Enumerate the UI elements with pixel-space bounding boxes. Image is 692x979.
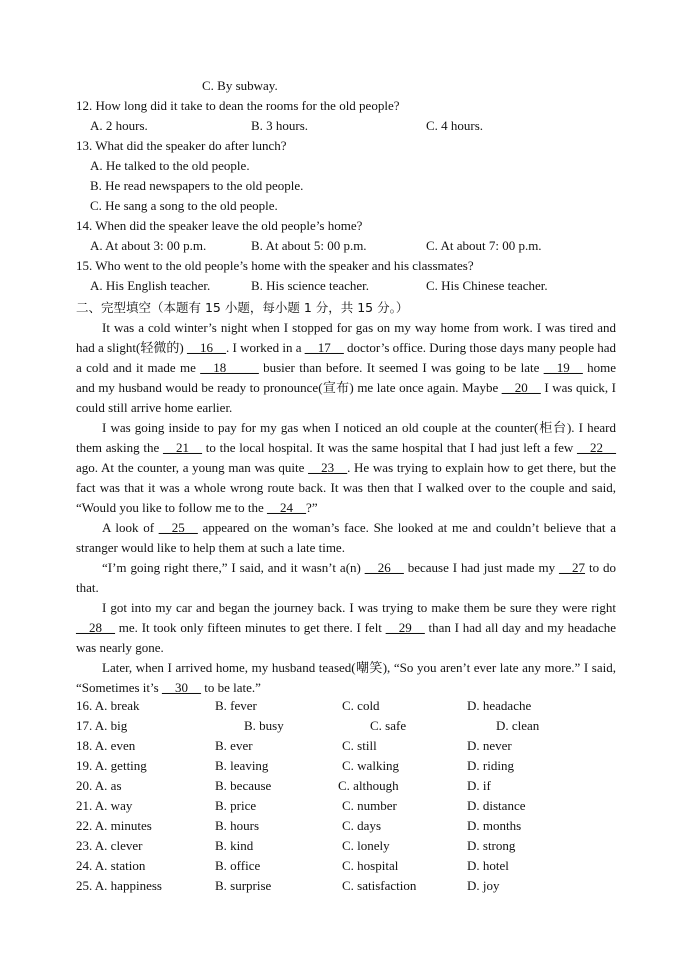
option-a[interactable]: A. getting	[94, 758, 147, 773]
blank-17: __17__	[304, 340, 344, 355]
blank-24: __24__	[267, 500, 307, 515]
option-d[interactable]: D. joy	[467, 878, 500, 893]
passage-paragraph: It was a cold winter’s night when I stopped for gas on my way home from work. I was tired and had a slight(轻微的) __16__. I worked in a __17__ doctor’s office. During those days many people had a cold and it made me __18_____ busier than before. It seemed I was going to be late __19__ home and my husband would be ready to pronounce(宣布) me late once again. Maybe __20__ I was quick, I could still arrive home earlier.	[76, 320, 617, 415]
blank-27: __27	[559, 560, 586, 575]
option-c[interactable]: C. hospital	[342, 858, 399, 873]
blank-19: __19__	[543, 360, 583, 375]
blank-29: __29__	[385, 620, 425, 635]
q13-option-a: A. He talked to the old people.	[90, 158, 250, 173]
q14-option-c: C. At about 7: 00 p.m.	[426, 238, 542, 253]
option-c[interactable]: C. days	[342, 818, 381, 833]
option-b[interactable]: B. kind	[215, 838, 254, 853]
option-d[interactable]: D. distance	[467, 798, 526, 813]
option-a[interactable]: A. way	[94, 798, 133, 813]
option-c[interactable]: C. safe	[370, 718, 407, 733]
option-b[interactable]: B. leaving	[215, 758, 269, 773]
option-row-18: 18. A. even	[76, 738, 136, 753]
q12-option-a: A. 2 hours.	[90, 118, 148, 133]
q12-stem: 12. How long did it take to dean the rooms for the old people?	[76, 98, 400, 113]
option-c[interactable]: C. walking	[342, 758, 400, 773]
q11-option-c: C. By subway.	[202, 78, 278, 93]
option-d[interactable]: D. months	[467, 818, 522, 833]
q15-option-c: C. His Chinese teacher.	[426, 278, 548, 293]
option-row-20: 20. A. as	[76, 778, 122, 793]
option-a[interactable]: A. break	[94, 698, 140, 713]
option-c[interactable]: C. still	[342, 738, 377, 753]
option-a[interactable]: A. station	[94, 858, 146, 873]
option-b[interactable]: B. ever	[215, 738, 253, 753]
option-row-16: 16. A. break	[76, 698, 140, 713]
option-b[interactable]: B. busy	[244, 718, 284, 733]
blank-20: __20__	[501, 380, 541, 395]
option-d[interactable]: D. hotel	[467, 858, 509, 873]
option-a[interactable]: A. as	[94, 778, 122, 793]
option-row-23: 23. A. clever	[76, 838, 143, 853]
passage-paragraph: Later, when I arrived home, my husband teased(嘲笑), “So you aren’t ever late any more.” I said, “Sometimes it’s __30__ to be late.”	[76, 660, 616, 695]
option-a[interactable]: A. happiness	[94, 878, 162, 893]
option-d[interactable]: D. never	[467, 738, 512, 753]
blank-30: __30__	[161, 680, 201, 695]
q15-option-a: A. His English teacher.	[90, 278, 211, 293]
option-d[interactable]: D. headache	[467, 698, 532, 713]
q13-option-c: C. He sang a song to the old people.	[90, 198, 278, 213]
blank-23: __23__	[308, 460, 348, 475]
option-b[interactable]: B. price	[215, 798, 257, 813]
option-a[interactable]: A. clever	[94, 838, 143, 853]
cloze-passage	[76, 318, 616, 698]
q15-stem: 15. Who went to the old people’s home with the speaker and his classmates?	[76, 258, 474, 273]
q12-option-b: B. 3 hours.	[251, 118, 309, 133]
option-b[interactable]: B. office	[215, 858, 261, 873]
option-a[interactable]: A. big	[94, 718, 128, 733]
q15-option-b: B. His science teacher.	[251, 278, 370, 293]
passage-paragraph: “I’m going right there,” I said, and it wasn’t a(n) __26__ because I had just made my __27 to do that.	[76, 560, 616, 595]
option-c[interactable]: C. although	[338, 778, 399, 793]
cloze-heading: 二、完型填空（本题有 15 小题，每小题 1 分，共 15 分。）	[76, 300, 409, 315]
q14-option-b: B. At about 5: 00 p.m.	[251, 238, 367, 253]
blank-28: __28__	[76, 620, 115, 635]
option-c[interactable]: C. satisfaction	[342, 878, 417, 893]
option-row-24: 24. A. station	[76, 858, 146, 873]
q14-stem: 14. When did the speaker leave the old people’s home?	[76, 218, 363, 233]
q13-option-b: B. He read newspapers to the old people.	[90, 178, 304, 193]
blank-22: __22__	[577, 440, 616, 455]
option-b[interactable]: B. hours	[215, 818, 260, 833]
option-row-22: 22. A. minutes	[76, 818, 152, 833]
q14-option-a: A. At about 3: 00 p.m.	[90, 238, 207, 253]
blank-25: __25__	[158, 520, 198, 535]
option-row-19: 19. A. getting	[76, 758, 147, 773]
blank-26: __26__	[364, 560, 404, 575]
passage-paragraph: I got into my car and began the journey back. I was trying to make them be sure they were right __28__ me. It took only fifteen minutes to get there. I felt __29__ than I had all day and my headache was nearly gone.	[76, 600, 616, 655]
option-row-17: 17. A. big	[76, 718, 128, 733]
option-row-25: 25. A. happiness	[76, 878, 162, 893]
option-c[interactable]: C. number	[342, 798, 397, 813]
option-row-21: 21. A. way	[76, 798, 133, 813]
option-c[interactable]: C. cold	[342, 698, 380, 713]
option-b[interactable]: B. because	[215, 778, 272, 793]
option-d[interactable]: D. if	[467, 778, 491, 793]
blank-16: __16__	[186, 340, 226, 355]
passage-paragraph: A look of __25__ appeared on the woman’s face. She looked at me and couldn’t believe that a stranger would like to help them at such a late time.	[76, 520, 616, 555]
q13-stem: 13. What did the speaker do after lunch?	[76, 138, 287, 153]
blank-21: __21__	[163, 440, 203, 455]
option-d[interactable]: D. riding	[467, 758, 514, 773]
option-d[interactable]: D. strong	[467, 838, 516, 853]
passage-paragraph: I was going inside to pay for my gas when I noticed an old couple at the counter(柜台). I heard them asking the __21__ to the local hospital. It was the same hospital that I had just left a few __22__ ago. At the counter, a young man was quite __23__. He was trying to explain how to get there, but the fact was that it was a whole wrong route back. It was then that I walked over to the couple and said, “Would you like to follow me to the __24__?”	[76, 420, 616, 515]
option-b[interactable]: B. surprise	[215, 878, 272, 893]
q12-option-c: C. 4 hours.	[426, 118, 484, 133]
option-c[interactable]: C. lonely	[342, 838, 390, 853]
blank-18: __18_____	[200, 360, 259, 375]
option-d[interactable]: D. clean	[496, 718, 540, 733]
option-b[interactable]: B. fever	[215, 698, 257, 713]
option-a[interactable]: A. even	[94, 738, 136, 753]
option-a[interactable]: A. minutes	[94, 818, 152, 833]
